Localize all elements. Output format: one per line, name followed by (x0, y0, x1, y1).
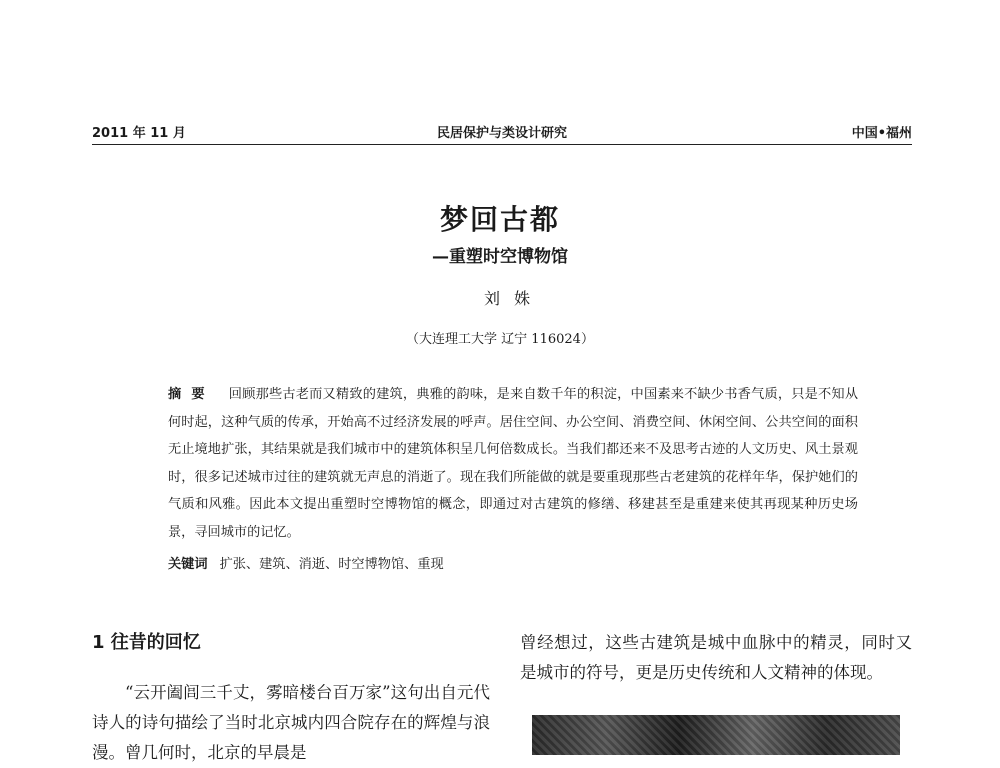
abstract (168, 381, 858, 546)
header-location: 中国•福州 (851, 126, 912, 141)
abstract-text: 回顾那些古老而又精致的建筑，典雅的韵味，是来自数千年的积淀，中国素来不缺少书香气质，只是不知从何时起，这种气质的传承，开始高不过经济发展的呼声。居住空间、办公空间、消费空间、休闲空间、公共空间的面积无止境地扩张，其结果就是我们城市中的建筑体积呈几何倍数成长。当我们都还来不及思考古迹的人文历史、风土景观时，很多记述城市过往的建筑就无声息的消逝了。现在我们所能做的就是要重现那些古老建筑的花样年华，保护她们的气质和风雅。因此本文提出重塑时空博物馆的概念，即通过对古建筑的修缮、移建甚至是重建来使其再现某种历史场景，寻回城市的记忆。 (168, 387, 859, 540)
author-affiliation: （大连理工大学 辽宁 116024） (406, 332, 594, 347)
article-subtitle: —重塑时空博物馆 (432, 247, 568, 267)
section-heading: 1 往昔的回忆 (92, 632, 201, 653)
keywords (168, 553, 444, 572)
section-paragraph: “云开阖闾三千丈，雾暗楼台百万家”这句出自元代诗人的诗句描绘了当时北京城内四合院存在的辉煌与浪漫。曾几何时，北京的早晨是 (92, 683, 490, 762)
header-date: 2011 年 11 月 (92, 126, 186, 141)
figure-photo (532, 715, 900, 755)
author-name: 刘姝 (483, 289, 544, 308)
header-journal-title: 民居保护与类设计研究 (436, 126, 567, 141)
right-column-paragraph: 曾经想过，这些古建筑是城中血脉中的精灵，同时又是城市的符号，更是历史传统和人文精神的体现。 (520, 633, 912, 682)
abstract-label: 摘要 (168, 387, 215, 402)
keywords-label: 关键词 (168, 557, 208, 572)
keywords-text: 扩张、建筑、消逝、时空博物馆、重现 (219, 557, 444, 572)
left-column (92, 628, 490, 768)
right-column (520, 628, 912, 688)
article-title: 梦回古都 (439, 203, 560, 236)
running-header (92, 118, 912, 145)
